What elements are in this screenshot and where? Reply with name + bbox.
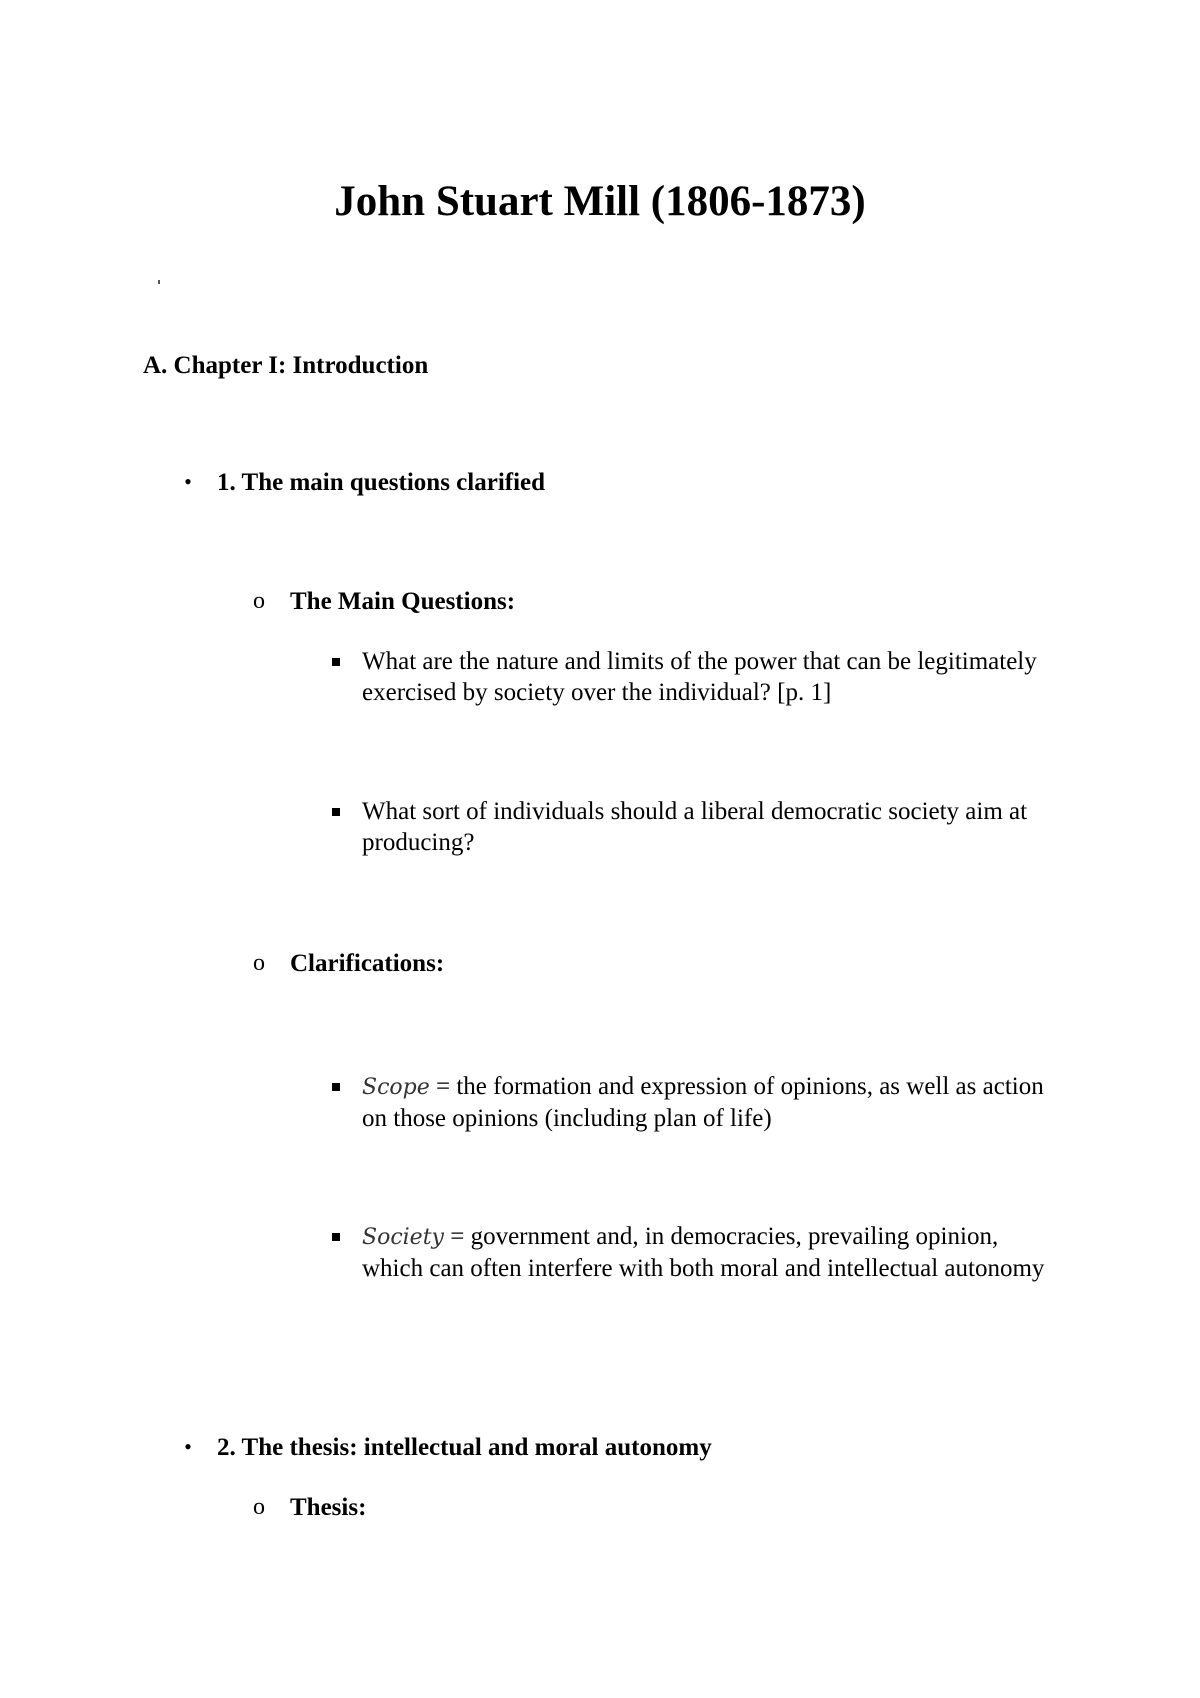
defined-term: Scope: [362, 1075, 430, 1100]
definition-text: = government and, in democracies, prevailing opinion, which can often interfere with both moral and intellectual autonomy: [362, 1223, 1045, 1282]
circle-bullet-icon: o: [253, 1494, 265, 1520]
sub-item-heading: Clarifications:: [290, 950, 445, 977]
square-bullet-icon: [332, 1233, 340, 1241]
list-item-heading: 2. The thesis: intellectual and moral autonomy: [217, 1434, 712, 1461]
sub-item-heading: The Main Questions:: [290, 588, 516, 615]
circle-bullet-icon: o: [253, 588, 265, 614]
circle-bullet-icon: o: [253, 950, 265, 976]
sub-item-heading: Thesis:: [290, 1494, 367, 1521]
section-heading: A. Chapter I: Introduction: [143, 352, 429, 379]
clarification-text: [362, 1221, 1062, 1284]
bullet-icon: •: [184, 469, 192, 494]
square-bullet-icon: [332, 1083, 340, 1091]
question-text: What are the nature and limits of the power that can be legitimately exercised by society over the individual? [p. 1]: [362, 648, 1037, 706]
list-item-heading: 1. The main questions clarified: [217, 469, 546, 496]
question-text: What sort of individuals should a liberal democratic society aim at producing?: [362, 798, 1028, 856]
definition-text: = the formation and expression of opinions, as well as action on those opinions (including plan of life): [362, 1073, 1044, 1132]
square-bullet-icon: [332, 658, 340, 666]
square-bullet-icon: [332, 808, 340, 816]
stray-mark: [158, 280, 160, 284]
document-title: John Stuart Mill (1806-1873): [334, 178, 866, 225]
defined-term: Society: [362, 1225, 444, 1250]
clarification-text: [362, 1071, 1062, 1134]
bullet-icon: •: [184, 1434, 192, 1459]
